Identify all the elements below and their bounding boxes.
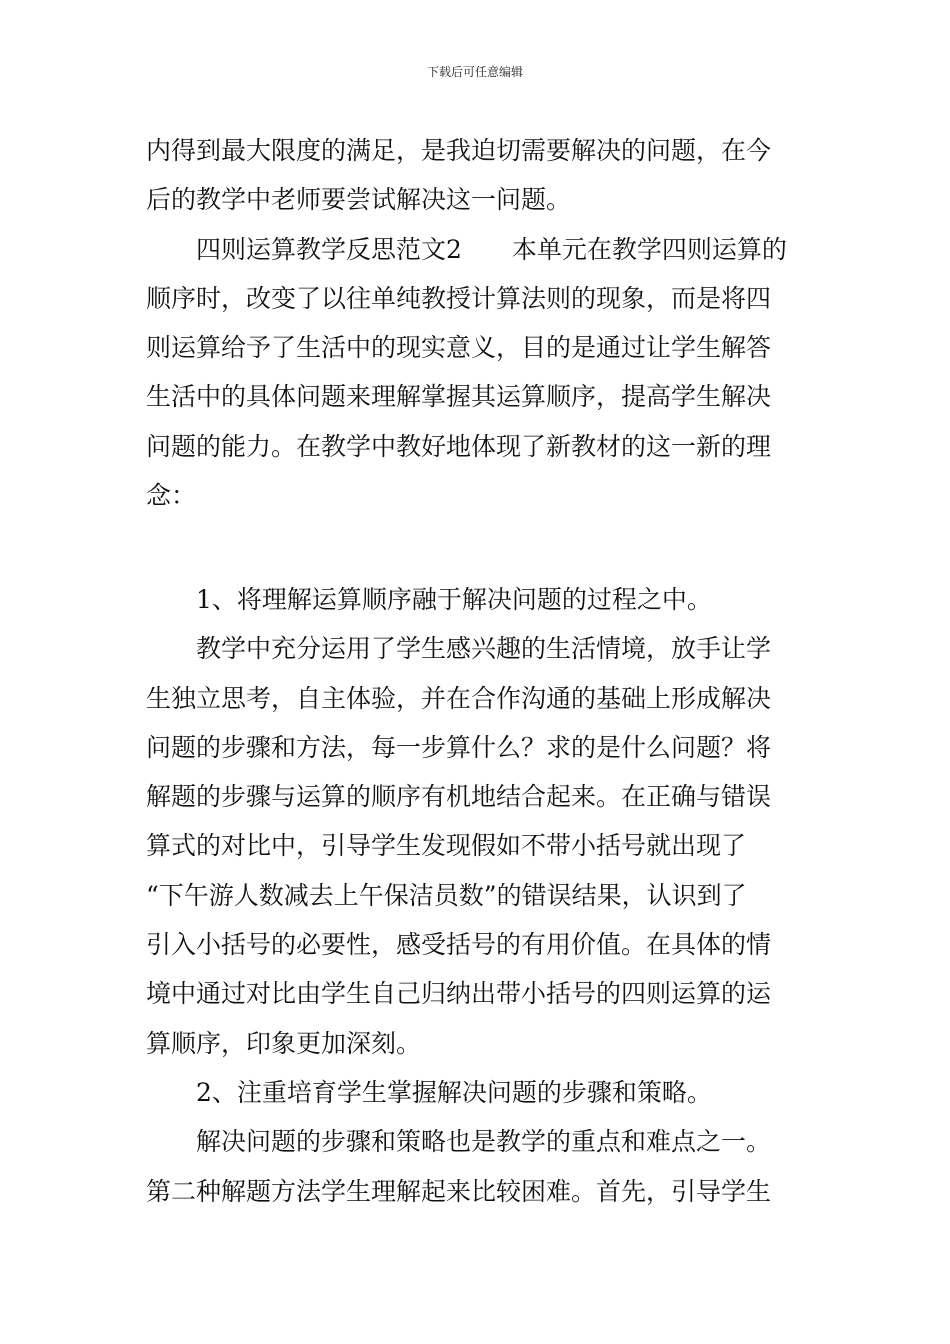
text-line: 教学中充分运用了学生感兴趣的生活情境，放手让学 bbox=[196, 634, 772, 664]
text-line: 则运算给予了生活中的现实意义，目的是通过让学生解答 bbox=[146, 333, 772, 363]
text-line: 算顺序，印象更加深刻。 bbox=[146, 1028, 422, 1058]
text-line: 念： bbox=[146, 481, 197, 511]
text-line: 四则运算教学反思范文2 本单元在教学四则运算的 bbox=[196, 234, 787, 264]
text-line: 境中通过对比由学生自己归纳出带小括号的四则运算的运 bbox=[146, 979, 772, 1009]
text-line: 问题的步骤和方法，每一步算什么？求的是什么问题？将 bbox=[146, 732, 772, 762]
text-line: 生独立思考，自主体验，并在合作沟通的基础上形成解决 bbox=[146, 683, 772, 713]
text-line: 生活中的具体问题来理解掌握其运算顺序，提高学生解决 bbox=[146, 382, 772, 412]
text-line: 后的教学中老师要尝试解决这一问题。 bbox=[146, 185, 572, 215]
text-line: 解题的步骤与运算的顺序有机地结合起来。在正确与错误 bbox=[146, 782, 772, 812]
text-line: 算式的对比中，引导学生发现假如不带小括号就出现了 bbox=[146, 831, 747, 861]
section-heading-1: 1、将理解运算顺序融于解决问题的过程之中。 bbox=[196, 585, 712, 614]
section-heading-2: 2、注重培育学生掌握解决问题的步骤和策略。 bbox=[196, 1077, 712, 1107]
text-line: 引入小括号的必要性，感受括号的有用价值。在具体的情 bbox=[146, 930, 772, 960]
text-line: 解决问题的步骤和策略也是教学的重点和难点之一。 bbox=[196, 1127, 772, 1157]
text-line: 内得到最大限度的满足，是我迫切需要解决的问题，在今 bbox=[146, 136, 772, 165]
page-header: 下载后可任意编辑 bbox=[426, 65, 523, 79]
text-block-2 bbox=[146, 575, 810, 1216]
text-line: “下午游人数减去上午保洁员数”的错误结果，认识到了 bbox=[146, 880, 747, 910]
text-line: 问题的能力。在教学中教好地体现了新教材的这一新的理 bbox=[146, 431, 772, 461]
text-line: 第二种解题方法学生理解起来比较困难。首先，引导学生 bbox=[146, 1176, 772, 1206]
text-line: 顺序时，改变了以往单纯教授计算法则的现象，而是将四 bbox=[146, 283, 772, 313]
text-block-1 bbox=[146, 126, 810, 520]
